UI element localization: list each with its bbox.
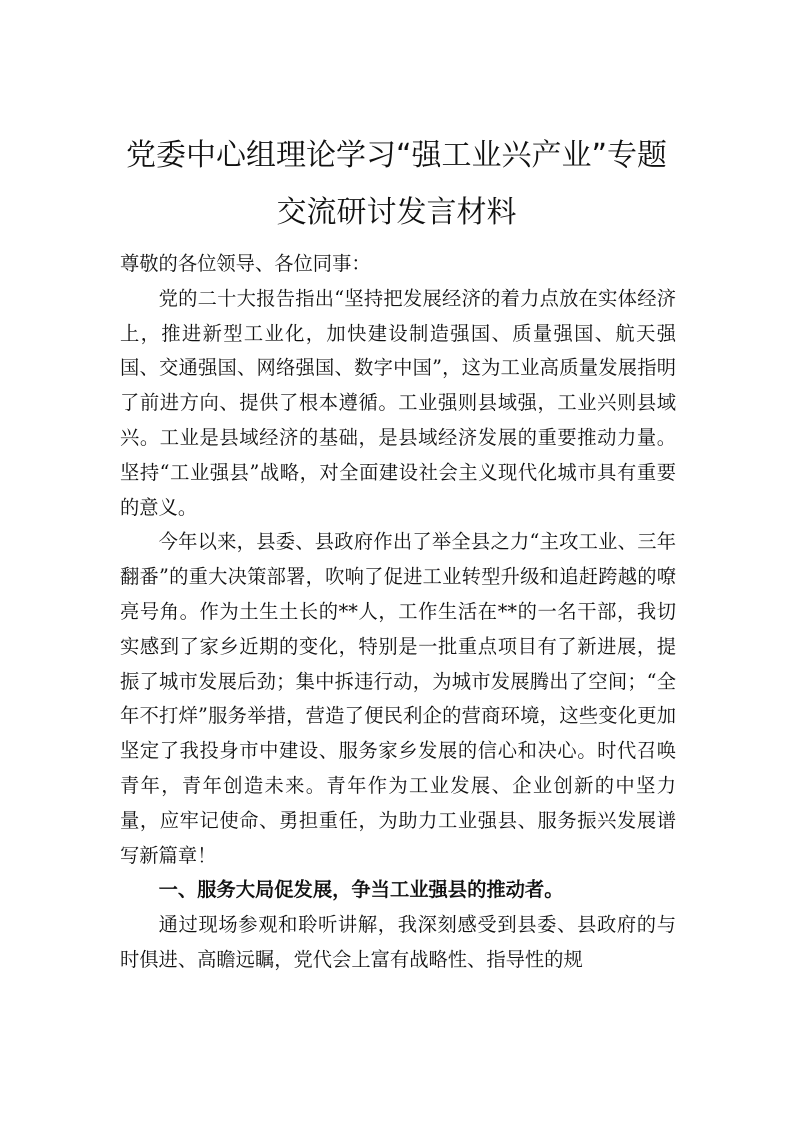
section-heading-1: 一、服务大局促发展，争当工业强县的推动者。 [158, 878, 564, 902]
paragraph-2: 今年以来，县委、县政府作出了举全县之力“主攻工业、三年翻番”的重大决策部署，吹响了促进工业转型升级和追赶跨越的嘹亮号角。作为土生土长的**人，工作生活在**的一名干部，我切实感到了家乡近期的变化，特别是一批重点项目有了新进展，提振了城市发展后劲；集中拆违行动，为城市发展腾出了空间；“全年不打烊”服务举措，营造了便民利企的营商环境，这些变化更加坚定了我投身市中建设、服务家乡发展的信心和决心。时代召唤青年，青年创造未来。青年作为工业发展、企业创新的中坚力量，应牢记使命、勇担重任，为助力工业强县、服务振兴发展谱写新篇章！ [120, 530, 676, 867]
document-title-line-1: 党委中心组理论学习“强工业兴产业”专题 [125, 138, 668, 173]
document-body [120, 247, 676, 978]
salutation: 尊敬的各位领导、各位同事： [120, 252, 371, 275]
paragraph-3: 通过现场参观和聆听讲解，我深刻感受到县委、县政府的与时俱进、高瞻远瞩，党代会上富有战略性、指导性的规 [120, 913, 676, 971]
document-title-line-2: 交流研讨发言材料 [276, 195, 517, 230]
paragraph-1: 党的二十大报告指出“坚持把发展经济的着力点放在实体经济上，推进新型工业化，加快建设制造强国、质量强国、航天强国、交通强国、网络强国、数字中国”，这为工业高质量发展指明了前进方向、提供了根本遵循。工业强则县域强，工业兴则县域兴。工业是县域经济的基础，是县域经济发展的重要推动力量。坚持“工业强县”战略，对全面建设社会主义现代化城市具有重要的意义。 [120, 286, 676, 519]
